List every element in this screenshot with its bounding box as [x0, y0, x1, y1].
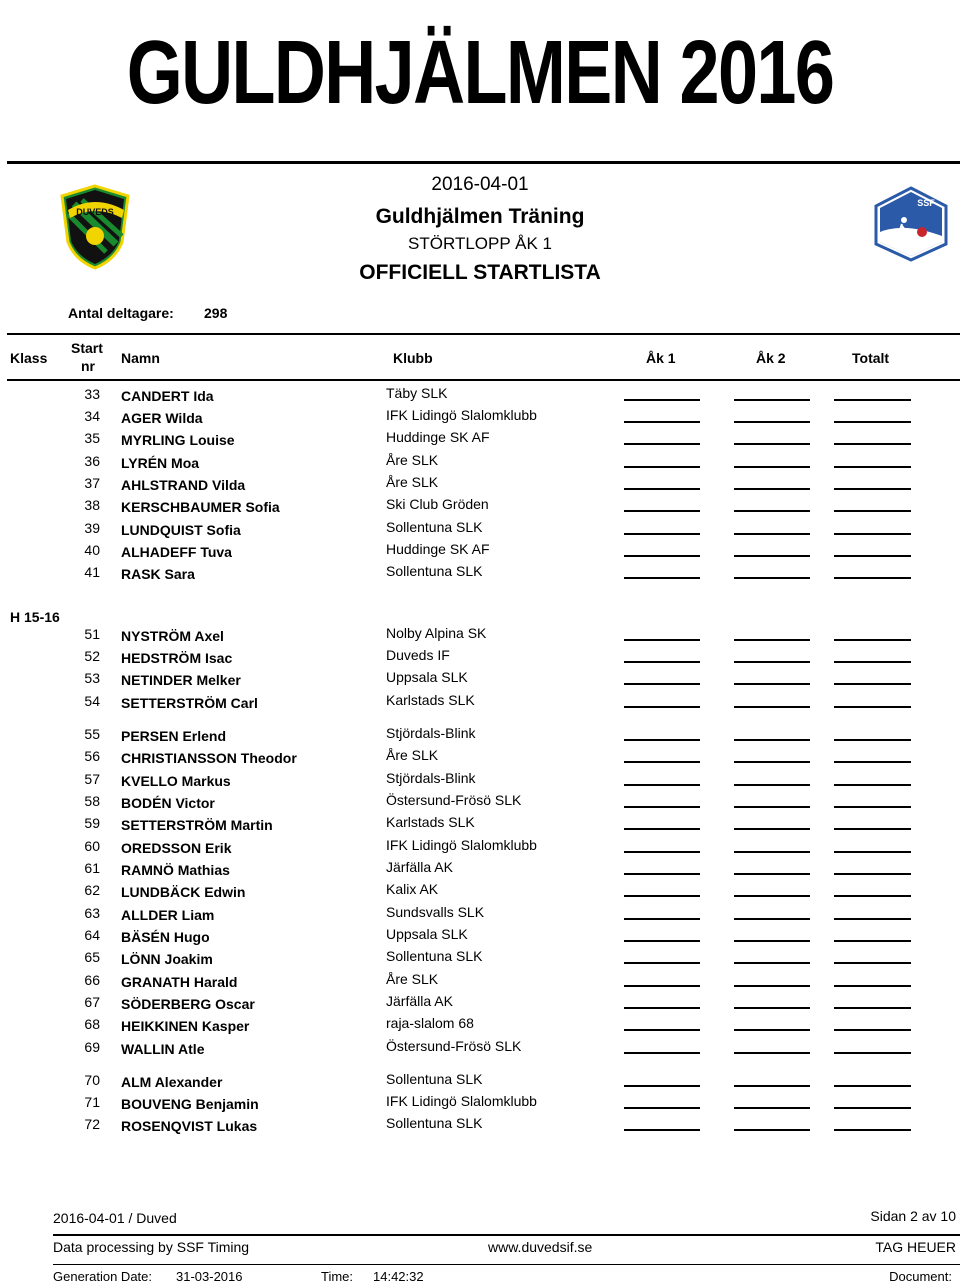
ssf-logo-text: SSF	[917, 198, 935, 208]
club-name: Sollentuna SLK	[386, 563, 483, 579]
run2-field	[734, 806, 810, 808]
table-row	[0, 542, 960, 562]
club-name: Nolby Alpina SK	[386, 625, 487, 641]
generation-date-label: Generation Date:	[53, 1269, 153, 1284]
table-row	[0, 1116, 960, 1136]
total-field	[834, 828, 911, 830]
column-header-klubb: Klubb	[393, 350, 433, 366]
run1-field	[624, 510, 700, 512]
run2-field	[734, 555, 810, 557]
run2-field	[734, 1107, 810, 1109]
run2-field	[734, 577, 810, 579]
athlete-name: PERSEN Erlend	[121, 728, 227, 744]
table-row	[0, 994, 960, 1014]
footer-rule-lower	[53, 1264, 960, 1265]
athlete-name: MYRLING Louise	[121, 432, 235, 448]
athlete-name: RASK Sara	[121, 566, 195, 582]
athlete-name: SÖDERBERG Oscar	[121, 996, 255, 1012]
run2-field	[734, 1007, 810, 1009]
start-number: 70	[84, 1072, 100, 1088]
club-name: Åre SLK	[386, 452, 439, 468]
total-field	[834, 466, 911, 468]
club-name: Sollentuna SLK	[386, 1071, 483, 1087]
club-name: Ski Club Gröden	[386, 496, 489, 512]
table-row	[0, 748, 960, 768]
table-row	[0, 1016, 960, 1036]
club-name: Sundsvalls SLK	[386, 904, 485, 920]
run1-field	[624, 784, 700, 786]
time-label: Time:	[321, 1269, 354, 1284]
table-row	[0, 1039, 960, 1059]
athlete-name: AGER Wilda	[121, 410, 203, 426]
start-number: 61	[84, 860, 100, 876]
club-name: Sollentuna SLK	[386, 1115, 483, 1131]
club-name: Åre SLK	[386, 747, 439, 763]
athlete-name: ALHADEFF Tuva	[121, 544, 232, 560]
club-name: Kalix AK	[386, 881, 439, 897]
run2-field	[734, 466, 810, 468]
run2-field	[734, 918, 810, 920]
run1-field	[624, 962, 700, 964]
table-row	[0, 626, 960, 646]
athlete-name: LUNDQUIST Sofia	[121, 522, 241, 538]
participants-count: 298	[204, 305, 228, 321]
run1-field	[624, 683, 700, 685]
start-number: 65	[84, 949, 100, 965]
run2-field	[734, 940, 810, 942]
club-name: IFK Lidingö Slalomklubb	[386, 837, 537, 853]
run1-field	[624, 1029, 700, 1031]
run1-field	[624, 828, 700, 830]
total-field	[834, 918, 911, 920]
total-field	[834, 1085, 911, 1087]
run2-field	[734, 761, 810, 763]
athlete-name: ALLDER Liam	[121, 907, 215, 923]
club-name: IFK Lidingö Slalomklubb	[386, 1093, 537, 1109]
run2-field	[734, 1029, 810, 1031]
run1-field	[624, 851, 700, 853]
total-field	[834, 488, 911, 490]
run2-field	[734, 828, 810, 830]
race-name: STÖRTLOPP ÅK 1	[408, 234, 552, 253]
total-field	[834, 1129, 911, 1131]
run1-field	[624, 1107, 700, 1109]
run1-field	[624, 940, 700, 942]
total-field	[834, 399, 911, 401]
club-name: Karlstads SLK	[386, 692, 475, 708]
club-name: Åre SLK	[386, 971, 439, 987]
participants-label: Antal deltagare:	[68, 305, 174, 321]
total-field	[834, 873, 911, 875]
run1-field	[624, 555, 700, 557]
table-row	[0, 648, 960, 668]
club-name: Sollentuna SLK	[386, 948, 483, 964]
athlete-name: ALM Alexander	[121, 1074, 223, 1090]
club-name: Östersund-Frösö SLK	[386, 792, 522, 808]
athlete-name: NETINDER Melker	[121, 672, 241, 688]
club-name: Järfälla AK	[386, 993, 453, 1009]
athlete-name: LÖNN Joakim	[121, 951, 213, 967]
table-row	[0, 838, 960, 858]
athlete-name: LUNDBÄCK Edwin	[121, 884, 246, 900]
athlete-name: BODÉN Victor	[121, 795, 215, 811]
start-number: 69	[84, 1039, 100, 1055]
start-number: 51	[84, 626, 100, 642]
total-field	[834, 739, 911, 741]
class-label: H 15-16	[10, 609, 60, 625]
athlete-name: KVELLO Markus	[121, 773, 231, 789]
total-field	[834, 1029, 911, 1031]
start-number: 68	[84, 1016, 100, 1032]
table-row	[0, 670, 960, 690]
athlete-name: HEDSTRÖM Isac	[121, 650, 233, 666]
start-number: 59	[84, 815, 100, 831]
footer-date-org: 2016-04-01 / Duved	[53, 1210, 177, 1226]
time-value: 14:42:32	[373, 1269, 424, 1284]
run2-field	[734, 399, 810, 401]
table-row	[0, 905, 960, 925]
athlete-name: SETTERSTRÖM Martin	[121, 817, 273, 833]
column-header-ak1: Åk 1	[646, 350, 676, 366]
run1-field	[624, 577, 700, 579]
total-field	[834, 443, 911, 445]
table-row	[0, 815, 960, 835]
table-row	[0, 475, 960, 495]
club-name: Stjördals-Blink	[386, 770, 476, 786]
athlete-name: NYSTRÖM Axel	[121, 628, 224, 644]
column-header-ak2: Åk 2	[756, 350, 786, 366]
run2-field	[734, 739, 810, 741]
run1-field	[624, 918, 700, 920]
total-field	[834, 962, 911, 964]
athlete-name: SETTERSTRÖM Carl	[121, 695, 258, 711]
club-name: Duveds IF	[386, 647, 450, 663]
table-row	[0, 972, 960, 992]
start-number: 58	[84, 793, 100, 809]
table-row	[0, 882, 960, 902]
run1-field	[624, 488, 700, 490]
total-field	[834, 1052, 911, 1054]
athlete-name: ROSENQVIST Lukas	[121, 1118, 258, 1134]
athlete-name: GRANATH Harald	[121, 974, 238, 990]
table-row	[0, 497, 960, 517]
footer-rule	[53, 1234, 960, 1236]
table-row	[0, 564, 960, 584]
run1-field	[624, 661, 700, 663]
club-name: Åre SLK	[386, 474, 439, 490]
total-field	[834, 985, 911, 987]
run1-field	[624, 985, 700, 987]
start-number: 33	[84, 386, 100, 402]
table-row	[0, 453, 960, 473]
run1-field	[624, 1085, 700, 1087]
run1-field	[624, 421, 700, 423]
club-name: Huddinge SK AF	[386, 541, 490, 557]
total-field	[834, 555, 911, 557]
athlete-name: HEIKKINEN Kasper	[121, 1018, 250, 1034]
run2-field	[734, 661, 810, 663]
column-header-divider	[7, 379, 960, 381]
column-header-namn: Namn	[121, 350, 160, 366]
run2-field	[734, 706, 810, 708]
table-row	[0, 1072, 960, 1092]
column-header-klass: Klass	[10, 350, 48, 366]
run1-field	[624, 1129, 700, 1131]
table-row	[0, 693, 960, 713]
page-indicator: Sidan 2 av 10	[870, 1208, 956, 1224]
run2-field	[734, 1052, 810, 1054]
duveds-logo-text: DUVEDS	[76, 207, 114, 217]
column-header-start: Start	[71, 340, 103, 356]
athlete-name: RAMNÖ Mathias	[121, 862, 230, 878]
club-name: Uppsala SLK	[386, 926, 468, 942]
table-row	[0, 520, 960, 540]
total-field	[834, 683, 911, 685]
table-row	[0, 949, 960, 969]
start-number: 57	[84, 771, 100, 787]
total-field	[834, 639, 911, 641]
run1-field	[624, 895, 700, 897]
run1-field	[624, 739, 700, 741]
run1-field	[624, 1007, 700, 1009]
total-field	[834, 533, 911, 535]
start-number: 34	[84, 408, 100, 424]
run1-field	[624, 761, 700, 763]
table-row	[0, 386, 960, 406]
total-field	[834, 784, 911, 786]
run2-field	[734, 421, 810, 423]
run2-field	[734, 1085, 810, 1087]
run1-field	[624, 466, 700, 468]
run1-field	[624, 806, 700, 808]
table-row	[0, 1094, 960, 1114]
total-field	[834, 661, 911, 663]
event-banner: GULDHJÄLMEN 2016	[126, 23, 834, 123]
run2-field	[734, 851, 810, 853]
club-name: Stjördals-Blink	[386, 725, 476, 741]
athlete-name: CANDERT Ida	[121, 388, 214, 404]
start-number: 40	[84, 542, 100, 558]
table-row	[0, 927, 960, 947]
club-name: Sollentuna SLK	[386, 519, 483, 535]
start-number: 71	[84, 1094, 100, 1110]
run2-field	[734, 683, 810, 685]
table-row	[0, 726, 960, 746]
start-number: 63	[84, 905, 100, 921]
table-row	[0, 793, 960, 813]
run1-field	[624, 443, 700, 445]
start-number: 64	[84, 927, 100, 943]
total-field	[834, 510, 911, 512]
total-field	[834, 421, 911, 423]
total-field	[834, 895, 911, 897]
participants-summary	[68, 305, 228, 321]
club-name: Huddinge SK AF	[386, 429, 490, 445]
timing-brand: TAG HEUER	[875, 1239, 956, 1255]
club-name: Täby SLK	[386, 385, 448, 401]
total-field	[834, 940, 911, 942]
header-divider	[7, 333, 960, 335]
start-number: 38	[84, 497, 100, 513]
run2-field	[734, 639, 810, 641]
run1-field	[624, 399, 700, 401]
athlete-name: WALLIN Atle	[121, 1041, 205, 1057]
event-name: Guldhjälmen Träning	[375, 205, 585, 228]
run2-field	[734, 510, 810, 512]
run1-field	[624, 639, 700, 641]
run2-field	[734, 1129, 810, 1131]
generation-date: 31-03-2016	[176, 1269, 243, 1284]
total-field	[834, 577, 911, 579]
data-processing-credit: Data processing by SSF Timing	[53, 1239, 250, 1255]
start-number: 67	[84, 994, 100, 1010]
start-number: 53	[84, 670, 100, 686]
club-name: Östersund-Frösö SLK	[386, 1038, 522, 1054]
document-label: Document:	[889, 1269, 952, 1284]
run2-field	[734, 784, 810, 786]
run1-field	[624, 873, 700, 875]
column-header-totalt: Totalt	[852, 350, 890, 366]
athlete-name: BOUVENG Benjamin	[121, 1096, 259, 1112]
run1-field	[624, 706, 700, 708]
athlete-name: AHLSTRAND Vilda	[121, 477, 246, 493]
athlete-name: CHRISTIANSSON Theodor	[121, 750, 297, 766]
athlete-name: BÄSÉN Hugo	[121, 929, 210, 945]
run1-field	[624, 533, 700, 535]
start-number: 41	[84, 564, 100, 580]
start-number: 36	[84, 453, 100, 469]
total-field	[834, 706, 911, 708]
total-field	[834, 1107, 911, 1109]
run2-field	[734, 488, 810, 490]
start-number: 60	[84, 838, 100, 854]
run2-field	[734, 533, 810, 535]
start-number: 52	[84, 648, 100, 664]
header-rule	[7, 161, 960, 164]
start-number: 66	[84, 972, 100, 988]
start-number: 35	[84, 430, 100, 446]
race-date: 2016-04-01	[431, 174, 529, 195]
athlete-name: LYRÉN Moa	[121, 455, 200, 471]
start-number: 62	[84, 882, 100, 898]
start-number: 56	[84, 748, 100, 764]
total-field	[834, 761, 911, 763]
club-name: Uppsala SLK	[386, 669, 468, 685]
list-title: OFFICIELL STARTLISTA	[359, 261, 601, 284]
table-row	[0, 430, 960, 450]
table-row	[0, 860, 960, 880]
total-field	[834, 851, 911, 853]
run1-field	[624, 1052, 700, 1054]
start-number: 55	[84, 726, 100, 742]
table-row	[0, 408, 960, 428]
athlete-name: OREDSSON Erik	[121, 840, 232, 856]
club-name: Järfälla AK	[386, 859, 453, 875]
run2-field	[734, 873, 810, 875]
start-number: 54	[84, 693, 100, 709]
column-header-nr: nr	[81, 358, 95, 374]
website-link[interactable]: www.duvedsif.se	[488, 1239, 593, 1255]
club-name: Karlstads SLK	[386, 814, 475, 830]
run2-field	[734, 895, 810, 897]
run2-field	[734, 962, 810, 964]
club-name: raja-slalom 68	[386, 1015, 474, 1031]
table-row	[0, 771, 960, 791]
start-number: 39	[84, 520, 100, 536]
run2-field	[734, 443, 810, 445]
start-number: 72	[84, 1116, 100, 1132]
total-field	[834, 806, 911, 808]
start-number: 37	[84, 475, 100, 491]
club-name: IFK Lidingö Slalomklubb	[386, 407, 537, 423]
athlete-name: KERSCHBAUMER Sofia	[121, 499, 280, 515]
run2-field	[734, 985, 810, 987]
total-field	[834, 1007, 911, 1009]
